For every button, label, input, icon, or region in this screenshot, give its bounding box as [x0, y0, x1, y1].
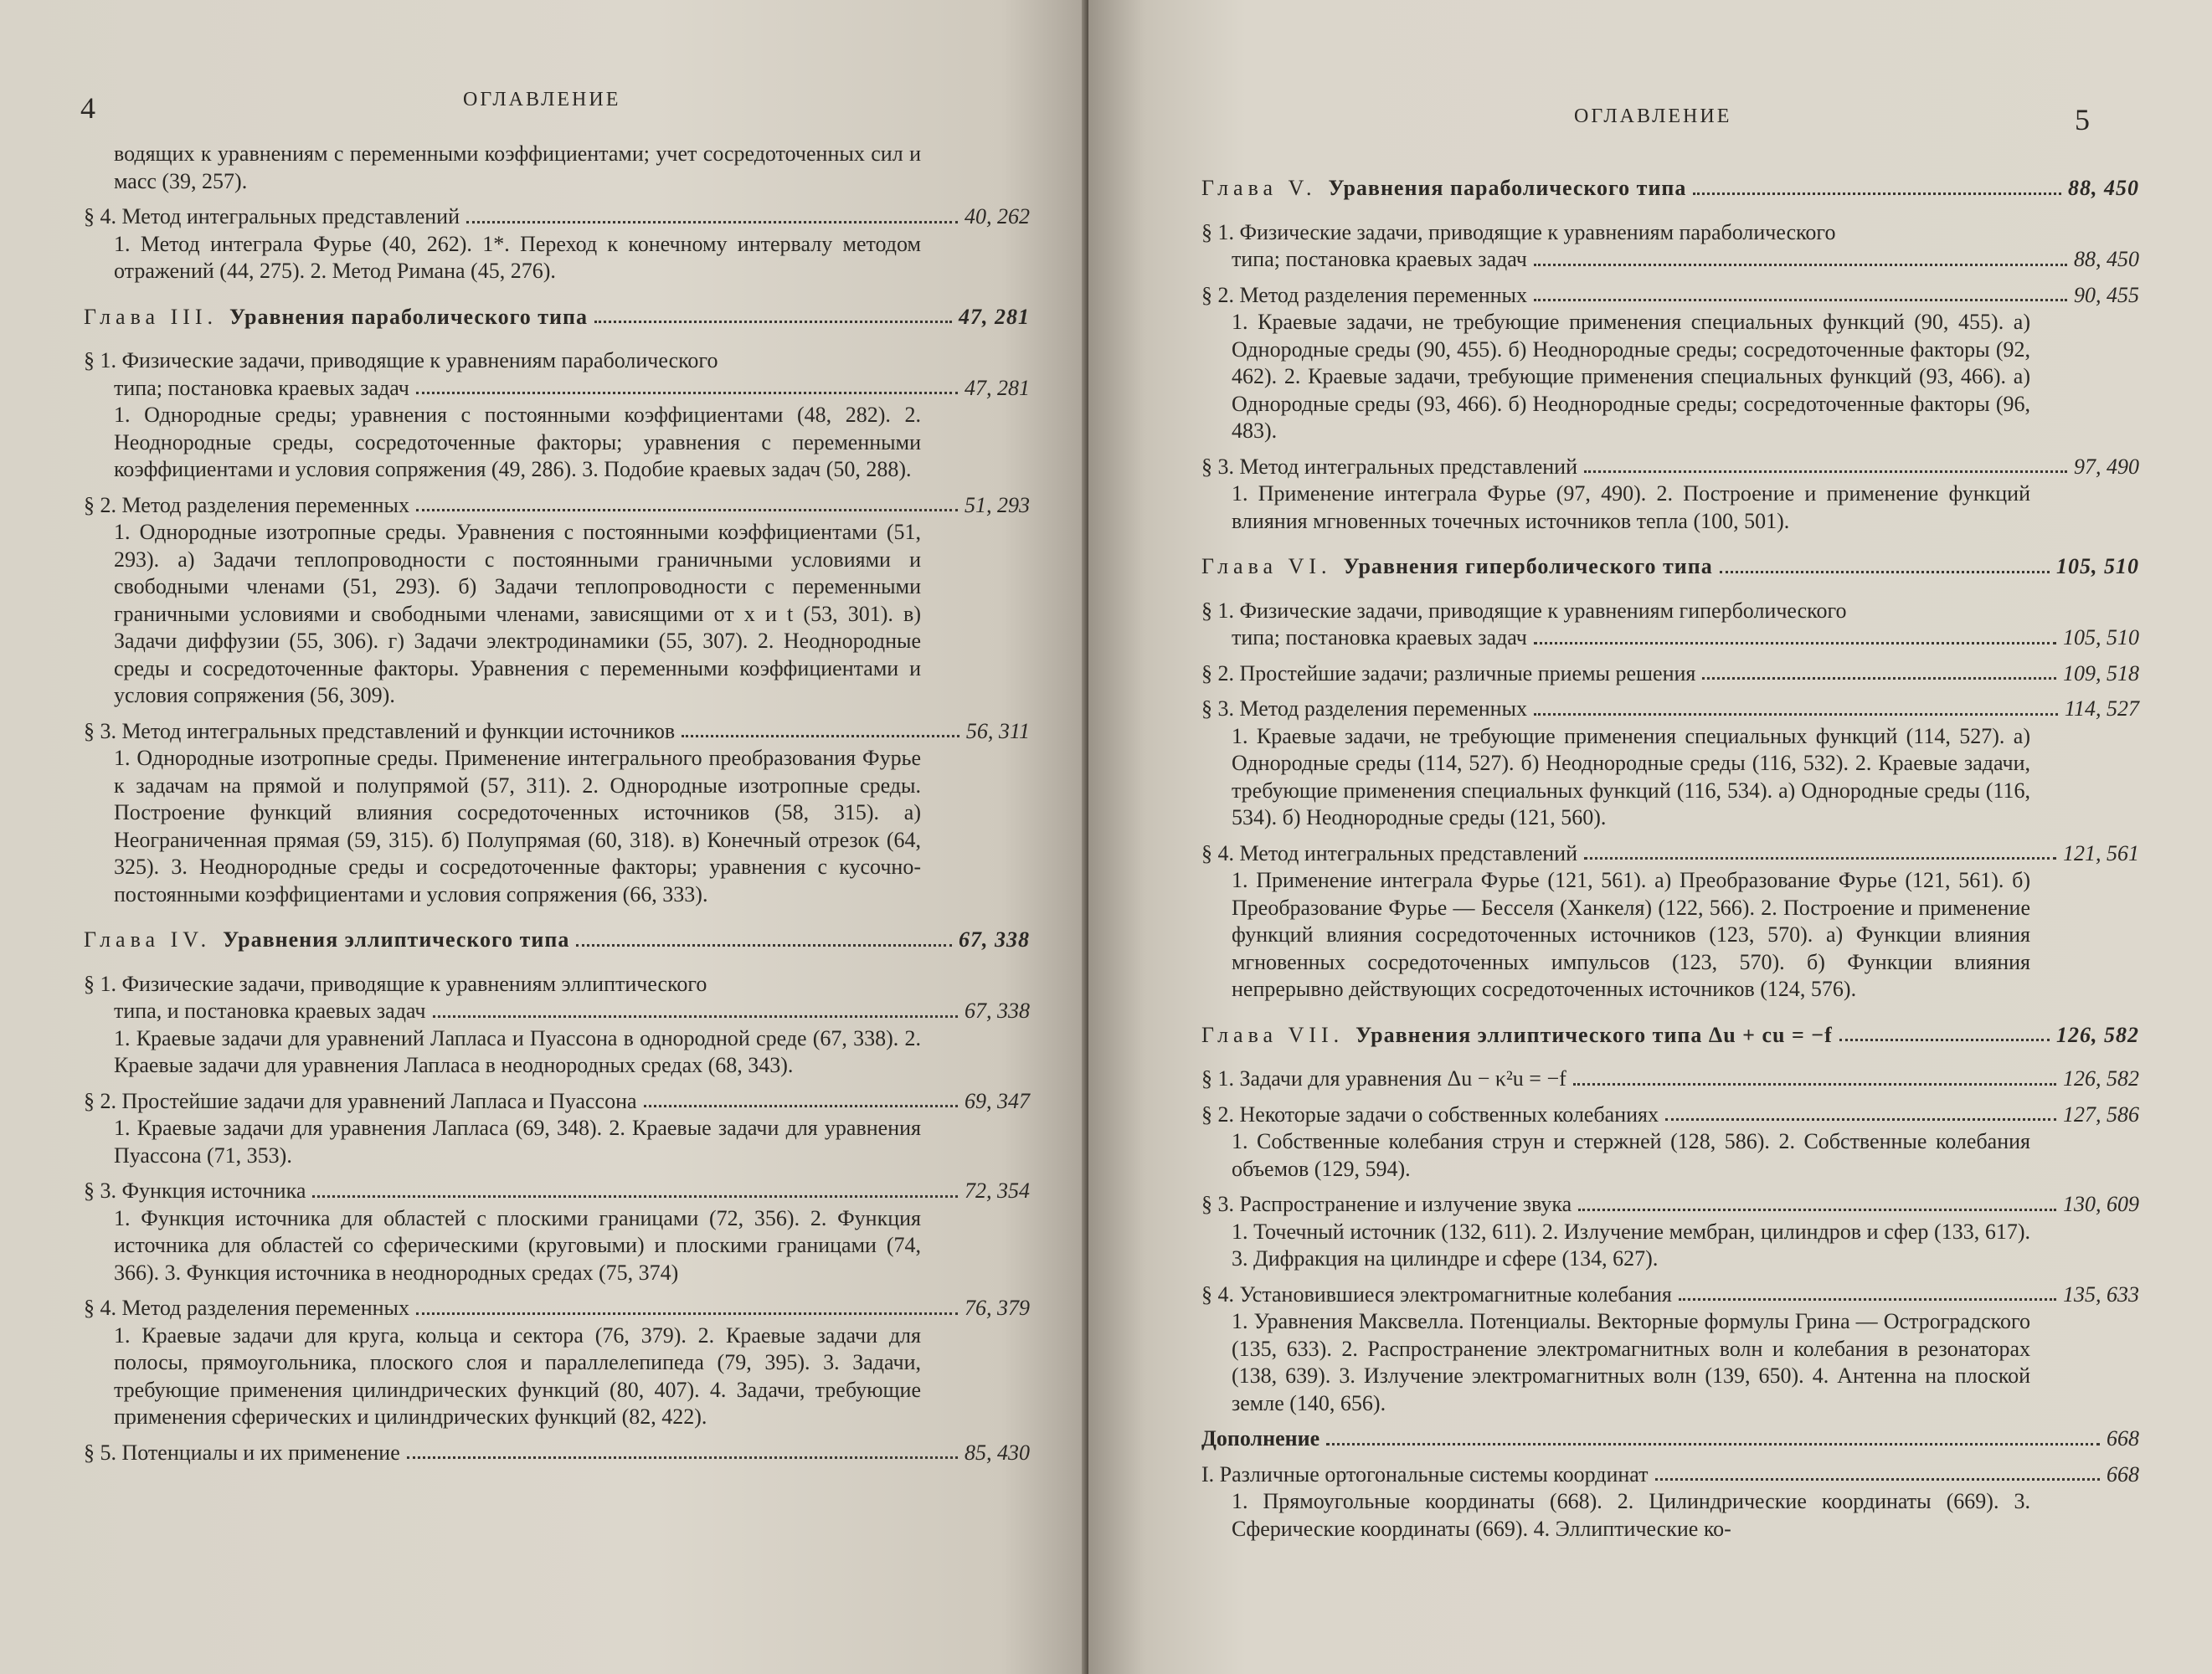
section-title: § 2. Некоторые задачи о собственных колебаниях — [1201, 1101, 1659, 1127]
spacer — [84, 1286, 1030, 1295]
dot-leader — [433, 1015, 958, 1018]
section-title: § 5. Потенциалы и их применение — [84, 1440, 400, 1465]
spacer — [1201, 211, 2139, 219]
section-title: § 3. Метод интегральных представлений — [1201, 454, 1577, 479]
section-title: § 1. Физические задачи, приводящие к уравнениям параболического — [84, 348, 718, 372]
section-title: типа, и постановка краевых задач — [114, 999, 426, 1023]
chapter-entry — [1201, 175, 2139, 203]
section-entry-first-line — [84, 971, 1030, 999]
dot-leader — [1665, 1118, 2056, 1121]
section-pages: 127, 586 — [2063, 1101, 2139, 1127]
section-pages: 85, 430 — [965, 1440, 1030, 1465]
chapter-pages: 88, 450 — [2068, 176, 2139, 200]
section-entry-first-line — [84, 347, 1030, 375]
spacer — [84, 710, 1030, 718]
chapter-entry — [84, 304, 1030, 331]
spacer — [1201, 1453, 2139, 1461]
section-description: 1. Уравнения Максвелла. Потенциалы. Векторные формулы Грина — Остроградского (135, 633). 2. Распространение электромагнитных волн и колебания в резонаторах (138, 639). 3. Излучение электромагнитных волн (139, 650). 4. Антенна на плоской земле (140, 656). — [1232, 1309, 2030, 1415]
section-description: водящих к уравнениям с переменными коэффициентами; учет сосредоточенных сил и масс (39, 257). — [114, 141, 921, 193]
dot-leader — [682, 735, 959, 737]
section-title: Дополнение — [1201, 1426, 1320, 1451]
section-entry — [84, 1440, 1030, 1467]
section-title: типа; постановка краевых задач — [114, 375, 409, 400]
dot-leader — [1578, 1209, 2056, 1211]
spacer — [84, 195, 1030, 203]
section-pages: 72, 354 — [965, 1178, 1030, 1203]
section-pages: 668 — [2107, 1426, 2139, 1451]
section-title: § 1. Физические задачи, приводящие к уравнениям гиперболического — [1201, 598, 1847, 623]
section-title: § 1. Физические задачи, приводящие к уравнениям параболического — [1201, 219, 1836, 244]
table-of-contents-right — [1201, 157, 2139, 1543]
dot-leader — [407, 1456, 958, 1459]
spacer — [84, 484, 1030, 492]
page-header-left: ОГЛАВЛЕНИЕ — [463, 89, 621, 110]
dot-leader — [1534, 264, 2067, 266]
section-description: 1. Прямоугольные координаты (668). 2. Цилиндрические координаты (669). 3. Сферические координаты (669). 4. Эллиптические ко- — [1232, 1489, 2030, 1541]
section-title: § 2. Простейшие задачи для уравнений Лапласа и Пуассона — [84, 1088, 637, 1113]
page-number-right: 5 — [2075, 103, 2090, 136]
chapter-title: Уравнения эллиптического типа — [223, 927, 570, 952]
section-title: § 3. Функция источника — [84, 1178, 306, 1203]
section-title: § 4. Установившиеся электромагнитные колебания — [1201, 1281, 1672, 1307]
section-description: 1. Однородные изотропные среды. Уравнения с постоянными коэффициентами (51, 293). а) Задачи теплопроводности с постоянными граничными условиями и свободными членами (51, 293). б) Задачи теплопроводности с переменными граничными условиями и свободными членами, зависящими от x и t (53, 301). в) Задачи диффузии (55, 306). г) Задачи электродинамики (55, 307). 2. Неоднородные среды и сосредоточенные факторы. Уравнения с переменными коэффициентами и условия сопряжения (56, 309). — [114, 520, 921, 707]
chapter-pages: 126, 582 — [2056, 1022, 2139, 1047]
section-entry — [1201, 454, 2139, 481]
section-description: 1. Точечный источник (132, 611). 2. Излучение мембран, цилиндров и сфер (133, 617). 3. Дифракция на цилиндре и сфере (134, 627). — [1232, 1219, 2030, 1271]
section-entry — [1201, 660, 2139, 688]
section-pages: 130, 609 — [2063, 1192, 2139, 1216]
dot-leader — [1326, 1443, 2100, 1445]
section-entry — [1201, 1461, 2139, 1489]
spacer — [1201, 535, 2139, 553]
dot-leader — [416, 509, 958, 511]
section-pages: 105, 510 — [2063, 625, 2139, 650]
section-entry-first-line — [1201, 598, 2139, 625]
section-entry — [1201, 1425, 2139, 1453]
table-of-contents-left — [84, 141, 1030, 1466]
spacer — [84, 963, 1030, 971]
spacer — [84, 1080, 1030, 1088]
section-pages: 76, 379 — [965, 1296, 1030, 1320]
section-pages: 135, 633 — [2063, 1281, 2139, 1307]
chapter-entry — [1201, 1022, 2139, 1050]
section-entry — [84, 1295, 1030, 1322]
spacer — [1201, 203, 2139, 211]
section-title: § 4. Метод интегральных представлений — [1201, 840, 1577, 865]
spacer — [84, 1169, 1030, 1178]
section-entry — [1201, 246, 2139, 274]
section-entry-first-line — [1201, 219, 2139, 247]
dot-leader — [1573, 1083, 2056, 1086]
section-entry — [1201, 1066, 2139, 1093]
section-title: § 2. Метод разделения переменных — [1201, 282, 1528, 307]
section-entry — [84, 1088, 1030, 1116]
chapter-pages: 47, 281 — [959, 304, 1030, 329]
section-description: 1. Однородные изотропные среды. Применение интегрального преобразования Фурье к задачам на прямой и полупрямой (57, 311). 2. Однородные изотропные среды. Построение функций влияния сосредоточенных источников (58, 315). а) Неограниченная прямая (59, 315). б) Полупрямая (60, 318). в) Конечный отрезок (64, 325). 3. Неоднородные среды и сосредоточенные факторы; уравнения с кусочно-постоянными коэффициентами и условия сопряжения (66, 333). — [114, 746, 921, 906]
section-title: § 3. Распространение и излучение звука — [1201, 1192, 1572, 1216]
spacer — [84, 1431, 1030, 1440]
dot-leader — [416, 392, 958, 394]
section-entry — [1201, 696, 2139, 723]
spacer — [84, 331, 1030, 339]
chapter-label: Глава VII. — [1201, 1022, 1345, 1047]
section-pages: 121, 561 — [2063, 840, 2139, 865]
section-entry — [1201, 1281, 2139, 1309]
spacer — [1201, 832, 2139, 840]
spacer — [1201, 445, 2139, 454]
section-pages: 97, 490 — [2074, 454, 2139, 479]
section-description: 1. Собственные колебания струн и стержней (128, 586). 2. Собственные колебания объемов (129, 594). — [1232, 1129, 2030, 1181]
dot-leader — [1720, 571, 2050, 573]
spacer — [1201, 1049, 2139, 1057]
page-header-right: ОГЛАВЛЕНИЕ — [1574, 105, 1732, 127]
dot-leader — [1693, 193, 2061, 195]
dot-leader — [1702, 677, 2056, 680]
section-description: 1. Краевые задачи для круга, кольца и сектора (76, 379). 2. Краевые задачи для полосы, прямоугольника, плоского слоя и параллелепипеда (79, 395). 3. Задачи, требующие применения цилиндрических функций (80, 407). 4. Задачи, требующие применения сферических и цилиндрических функций (82, 422). — [114, 1322, 921, 1429]
section-description: 1. Применение интеграла Фурье (121, 561). а) Преобразование Фурье (121, 561). б) Преобразование Фурье — Бесселя (Ханкеля) (122, 566). 2. Построение и применение функций влияния сосредоточенных источников (123, 570). а) Функции влияния мгновенных сосредоточенных импульсов (123, 570). б) Функции влияния непрерывно действующих сосредоточенных источников (124, 576). — [1232, 868, 2030, 1001]
section-description: 1. Метод интеграла Фурье (40, 262). 1*. Переход к конечному интервалу методом отражений (44, 275). 2. Метод Римана (45, 276). — [114, 231, 921, 283]
dot-leader — [1655, 1478, 2100, 1481]
spacer — [1201, 1057, 2139, 1066]
section-description: 1. Применение интеграла Фурье (97, 490). 2. Построение и применение функций влияния мгновенных точечных источников тепла (100, 501). — [1232, 481, 2030, 533]
section-pages: 126, 582 — [2063, 1066, 2139, 1091]
section-pages: 109, 518 — [2063, 660, 2139, 686]
spacer — [1201, 581, 2139, 589]
section-title: типа; постановка краевых задач — [1232, 247, 1527, 271]
spacer — [1201, 589, 2139, 598]
spacer — [84, 285, 1030, 304]
dot-leader — [312, 1195, 958, 1198]
section-pages: 51, 293 — [965, 492, 1030, 517]
section-pages: 69, 347 — [965, 1088, 1030, 1113]
section-title: § 1. Задачи для уравнения Δu − κ²u = −f — [1201, 1066, 1566, 1091]
chapter-pages: 67, 338 — [959, 927, 1030, 952]
chapter-entry — [84, 927, 1030, 954]
spacer — [1201, 1417, 2139, 1425]
section-pages: 88, 450 — [2074, 247, 2139, 271]
dot-leader — [1679, 1298, 2056, 1301]
chapter-title: Уравнения параболического типа — [1328, 176, 1687, 200]
spacer — [1201, 652, 2139, 660]
section-description: 1. Краевые задачи, не требующие применения специальных функций (114, 527). а) Однородные среды (114, 527). б) Неоднородные среды (116, 532). 2. Краевые задачи, требующие применения специальных функций (116, 534). а) Однородные среды (116, 534). б) Неоднородные среды (121, 560). — [1232, 723, 2030, 829]
spacer — [84, 339, 1030, 347]
spacer — [1201, 1273, 2139, 1281]
section-entry — [84, 375, 1030, 403]
spacer — [84, 908, 1030, 927]
section-pages: 67, 338 — [965, 999, 1030, 1023]
dot-leader — [644, 1105, 958, 1107]
left-page — [0, 0, 1088, 1674]
section-entry — [84, 203, 1030, 231]
chapter-title: Уравнения параболического типа — [229, 304, 588, 329]
section-pages: 47, 281 — [965, 375, 1030, 400]
section-description: 1. Краевые задачи для уравнения Лапласа (69, 348). 2. Краевые задачи для уравнения Пуассона (71, 353). — [114, 1116, 921, 1168]
section-title: I. Различные ортогональные системы координат — [1201, 1461, 1649, 1487]
chapter-title: Уравнения эллиптического типа Δu + cu = −f — [1355, 1022, 1833, 1047]
section-entry — [1201, 282, 2139, 310]
section-title: § 4. Метод разделения переменных — [84, 1296, 410, 1320]
section-description: 1. Однородные среды; уравнения с постоянными коэффициентами (48, 282). 2. Неоднородные среды, сосредоточенные факторы; уравнения с переменными коэффициентами и условия сопряжения (49, 286). 3. Подобие краевых задач (50, 288). — [114, 403, 921, 481]
section-entry — [84, 1178, 1030, 1205]
section-entry — [84, 998, 1030, 1025]
dot-leader — [1534, 713, 2058, 716]
spacer — [84, 954, 1030, 963]
section-title: § 3. Метод интегральных представлений и функции источников — [84, 718, 676, 743]
section-entry — [1201, 1101, 2139, 1129]
dot-leader — [466, 221, 958, 223]
chapter-entry — [1201, 553, 2139, 581]
dot-leader — [416, 1312, 958, 1315]
section-description: 1. Краевые задачи, не требующие применения специальных функций (90, 455). а) Однородные среды (90, 455). б) Неоднородные среды; сосредоточенные факторы (92, 462). 2. Краевые задачи, требующие применения специальных функций (93, 466). а) Однородные среды (93, 466). б) Неоднородные среды; сосредоточенные факторы (96, 483). — [1232, 310, 2030, 443]
section-description: 1. Функция источника для областей с плоскими границами (72, 356). 2. Функция источника для областей со сферическими (круговыми) и плоскими границами (74, 366). 3. Функция источника в неоднородных средах (75, 374) — [114, 1205, 921, 1285]
chapter-label: Глава VI. — [1201, 554, 1332, 578]
dot-leader — [1534, 642, 2056, 644]
section-entry — [84, 718, 1030, 746]
dot-leader — [1534, 299, 2067, 301]
chapter-label: Глава IV. — [84, 927, 212, 952]
spacer — [1201, 274, 2139, 282]
section-title: § 3. Метод разделения переменных — [1201, 696, 1528, 721]
spacer — [1201, 687, 2139, 696]
dot-leader — [1839, 1039, 2050, 1041]
chapter-label: Глава III. — [84, 304, 219, 329]
section-pages: 668 — [2107, 1461, 2139, 1487]
section-title: § 2. Метод разделения переменных — [84, 492, 410, 517]
section-title: типа; постановка краевых задач — [1232, 625, 1527, 650]
section-description: 1. Краевые задачи для уравнений Лапласа и Пуассона в однородной среде (67, 338). 2. Краевые задачи для уравнения Лапласа в неоднородных средах (68, 343). — [114, 1025, 921, 1077]
chapter-pages: 105, 510 — [2056, 554, 2139, 578]
spacer — [1201, 157, 2139, 175]
section-title: § 1. Физические задачи, приводящие к уравнениям эллиптического — [84, 971, 707, 996]
section-entry — [1201, 840, 2139, 868]
right-page — [1088, 0, 2212, 1674]
section-entry — [1201, 1191, 2139, 1219]
spacer — [1201, 1004, 2139, 1022]
section-title: § 2. Простейшие задачи; различные приемы решения — [1201, 660, 1696, 686]
dot-leader — [576, 944, 952, 947]
section-title: § 4. Метод интегральных представлений — [84, 204, 460, 229]
section-pages: 90, 455 — [2074, 282, 2139, 307]
section-pages: 40, 262 — [965, 204, 1030, 229]
dot-leader — [1584, 470, 2067, 473]
spacer — [1201, 1183, 2139, 1191]
section-entry — [84, 492, 1030, 520]
section-entry — [1201, 624, 2139, 652]
section-pages: 114, 527 — [2064, 696, 2139, 721]
chapter-title: Уравнения гиперболического типа — [1343, 554, 1713, 578]
page-number-left: 4 — [80, 91, 95, 125]
dot-leader — [594, 321, 952, 323]
chapter-label: Глава V. — [1201, 176, 1317, 200]
section-pages: 56, 311 — [965, 718, 1030, 743]
spacer — [1201, 1093, 2139, 1101]
dot-leader — [1584, 857, 2056, 860]
